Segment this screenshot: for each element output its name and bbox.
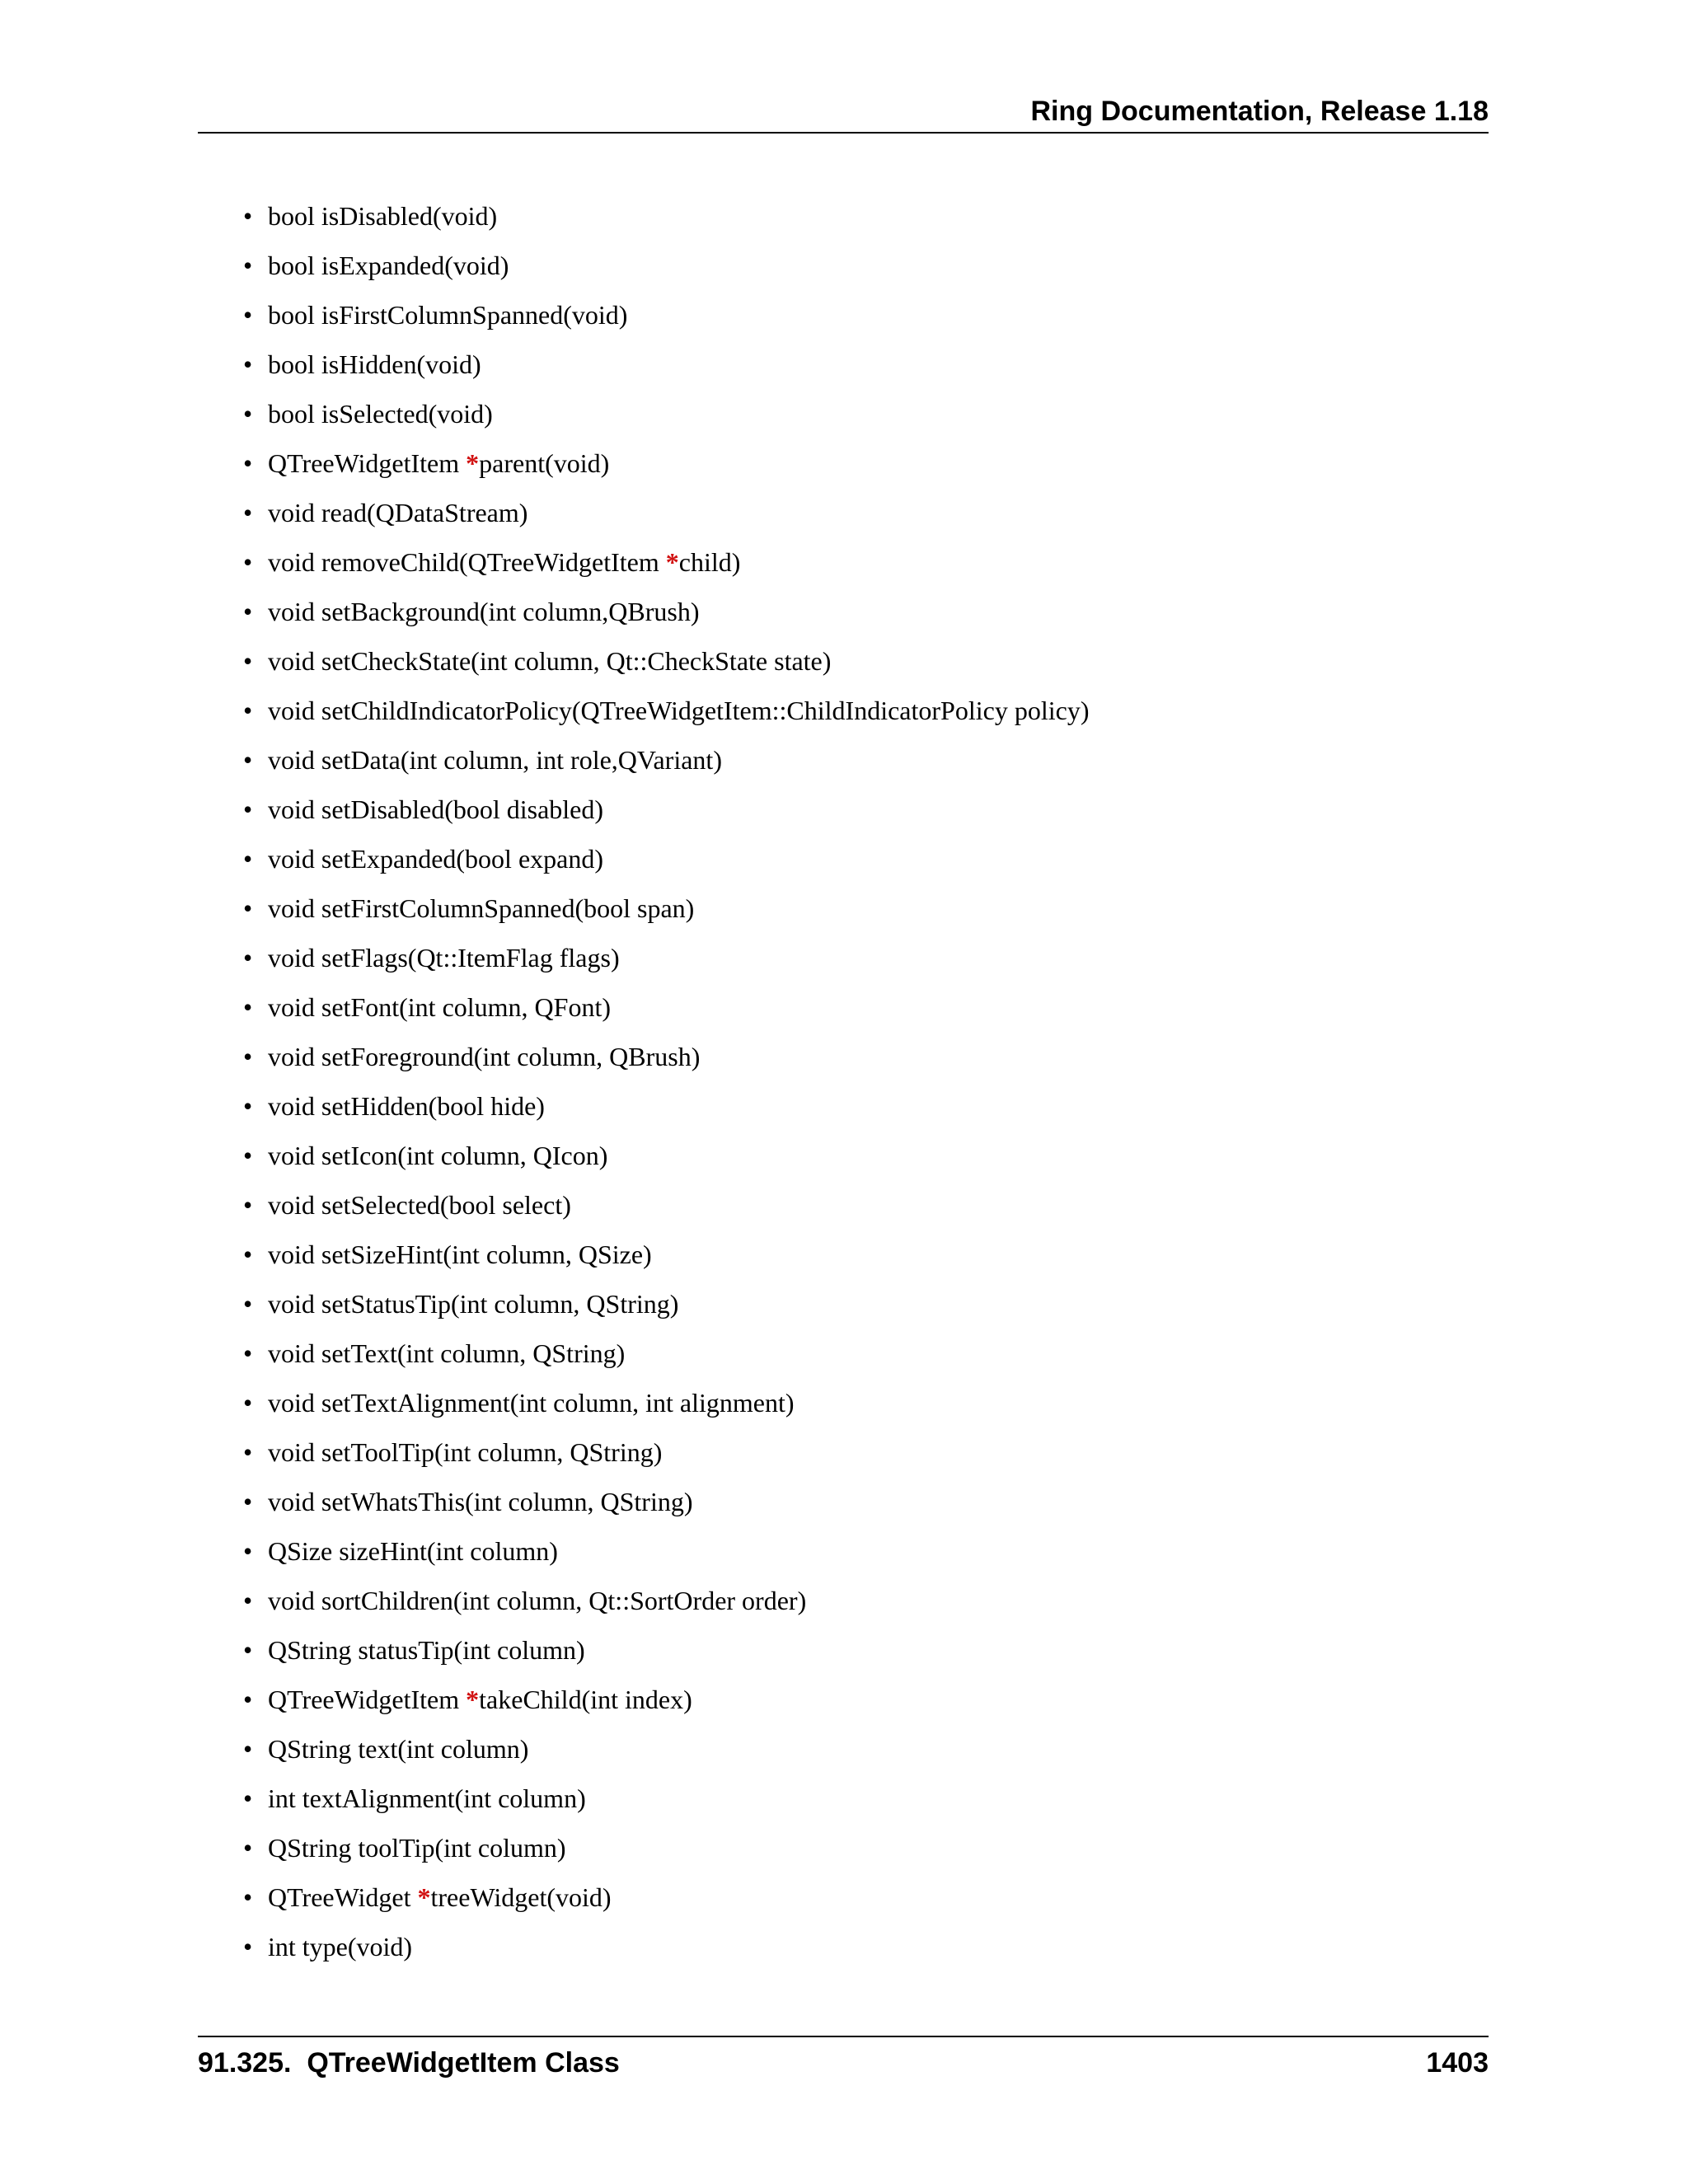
- method-signature: void setWhatsThis(int column, QString): [268, 1487, 693, 1516]
- method-signature: int textAlignment(int column): [268, 1783, 586, 1813]
- method-signature: void setCheckState(int column, Qt::CheckState state): [268, 646, 832, 676]
- bullet-icon: •: [243, 745, 253, 775]
- method-signature: QString statusTip(int column): [268, 1635, 585, 1665]
- method-signature: QTreeWidgetItem: [268, 1685, 467, 1714]
- bullet-icon: •: [243, 201, 253, 231]
- method-item: [243, 191, 1089, 241]
- method-item: [243, 834, 1089, 883]
- method-signature-rest: takeChild(int index): [479, 1685, 692, 1714]
- method-item: [243, 1180, 1089, 1230]
- method-item: [243, 1823, 1089, 1872]
- method-item: [243, 537, 1089, 587]
- section-title: 91.325. QTreeWidgetItem Class: [198, 2047, 620, 2079]
- method-signature: void setForeground(int column, QBrush): [268, 1042, 701, 1071]
- method-signature: void setFirstColumnSpanned(bool span): [268, 893, 695, 923]
- method-signature: int type(void): [268, 1932, 413, 1961]
- pointer-star: *: [466, 448, 480, 478]
- method-signature: QString text(int column): [268, 1734, 529, 1764]
- bullet-icon: •: [243, 251, 253, 280]
- method-signature: void setToolTip(int column, QString): [268, 1437, 663, 1467]
- method-item: [243, 389, 1089, 438]
- method-signature: void setSelected(bool select): [268, 1190, 571, 1220]
- method-signature: void setSizeHint(int column, QSize): [268, 1240, 652, 1269]
- method-signature: bool isDisabled(void): [268, 201, 498, 231]
- method-item: [243, 241, 1089, 290]
- bullet-icon: •: [243, 547, 253, 577]
- method-item: [243, 1774, 1089, 1823]
- method-signature: void setText(int column, QString): [268, 1338, 626, 1368]
- method-signature: bool isSelected(void): [268, 399, 493, 429]
- method-item: [243, 587, 1089, 636]
- method-item: [243, 933, 1089, 982]
- bullet-icon: •: [243, 1141, 253, 1170]
- method-item: [243, 290, 1089, 340]
- bullet-icon: •: [243, 696, 253, 725]
- bullet-icon: •: [243, 349, 253, 379]
- method-signature: void setChildIndicatorPolicy(QTreeWidgetItem::ChildIndicatorPolicy policy): [268, 696, 1090, 725]
- method-item: [243, 1477, 1089, 1526]
- method-signature: void setExpanded(bool expand): [268, 844, 603, 874]
- method-item: [243, 1378, 1089, 1427]
- method-item: [243, 340, 1089, 389]
- method-item: [243, 636, 1089, 686]
- bullet-icon: •: [243, 399, 253, 429]
- method-signature: QTreeWidgetItem: [268, 448, 467, 478]
- bullet-icon: •: [243, 992, 253, 1022]
- method-item: [243, 1427, 1089, 1477]
- method-item: [243, 686, 1089, 735]
- method-item: [243, 1032, 1089, 1081]
- bullet-icon: •: [243, 1783, 253, 1813]
- bullet-icon: •: [243, 1685, 253, 1714]
- bullet-icon: •: [243, 1437, 253, 1467]
- method-item: [243, 1576, 1089, 1625]
- bullet-icon: •: [243, 1932, 253, 1961]
- pointer-star: *: [665, 547, 679, 577]
- method-item: [243, 1081, 1089, 1131]
- method-item: [243, 488, 1089, 537]
- method-item: [243, 1872, 1089, 1922]
- method-signature: bool isHidden(void): [268, 349, 481, 379]
- page-number: 1403: [1426, 2047, 1489, 2079]
- bullet-icon: •: [243, 1091, 253, 1121]
- method-signature: void setTextAlignment(int column, int alignment): [268, 1388, 795, 1418]
- bullet-icon: •: [243, 943, 253, 972]
- page-header: [198, 91, 1489, 134]
- bullet-icon: •: [243, 1388, 253, 1418]
- bullet-icon: •: [243, 1190, 253, 1220]
- method-item: [243, 1279, 1089, 1329]
- method-signature: void setIcon(int column, QIcon): [268, 1141, 608, 1170]
- bullet-icon: •: [243, 1487, 253, 1516]
- bullet-icon: •: [243, 300, 253, 330]
- method-signature: void setHidden(bool hide): [268, 1091, 545, 1121]
- bullet-icon: •: [243, 794, 253, 824]
- bullet-icon: •: [243, 646, 253, 676]
- bullet-icon: •: [243, 498, 253, 527]
- bullet-icon: •: [243, 1882, 253, 1912]
- method-signature: QTreeWidget: [268, 1882, 418, 1912]
- method-list: [243, 191, 1089, 1971]
- method-item: [243, 785, 1089, 834]
- method-signature: void removeChild(QTreeWidgetItem: [268, 547, 666, 577]
- page-footer: [198, 2036, 1489, 2079]
- bullet-icon: •: [243, 1240, 253, 1269]
- method-signature: void setData(int column, int role,QVariant): [268, 745, 722, 775]
- method-item: [243, 1230, 1089, 1279]
- method-item: [243, 883, 1089, 933]
- method-item: [243, 1625, 1089, 1675]
- bullet-icon: •: [243, 1833, 253, 1863]
- document-title: Ring Documentation, Release 1.18: [1030, 96, 1489, 127]
- method-item: [243, 1675, 1089, 1724]
- method-item: [243, 1922, 1089, 1971]
- bullet-icon: •: [243, 1536, 253, 1566]
- method-signature: void setDisabled(bool disabled): [268, 794, 604, 824]
- method-signature: void setStatusTip(int column, QString): [268, 1289, 679, 1319]
- bullet-icon: •: [243, 1289, 253, 1319]
- method-signature: void setFont(int column, QFont): [268, 992, 611, 1022]
- method-signature: void setFlags(Qt::ItemFlag flags): [268, 943, 620, 972]
- bullet-icon: •: [243, 448, 253, 478]
- method-item: [243, 735, 1089, 785]
- pointer-star: *: [417, 1882, 431, 1912]
- method-signature: QString toolTip(int column): [268, 1833, 566, 1863]
- bullet-icon: •: [243, 1338, 253, 1368]
- pointer-star: *: [466, 1685, 480, 1714]
- method-item: [243, 1724, 1089, 1774]
- method-signature: QSize sizeHint(int column): [268, 1536, 558, 1566]
- method-signature-rest: parent(void): [479, 448, 610, 478]
- method-item: [243, 1329, 1089, 1378]
- bullet-icon: •: [243, 1734, 253, 1764]
- bullet-icon: •: [243, 893, 253, 923]
- bullet-icon: •: [243, 1586, 253, 1615]
- method-signature: void setBackground(int column,QBrush): [268, 597, 700, 626]
- method-item: [243, 1131, 1089, 1180]
- bullet-icon: •: [243, 1042, 253, 1071]
- method-signature: bool isFirstColumnSpanned(void): [268, 300, 628, 330]
- method-item: [243, 1526, 1089, 1576]
- method-signature-rest: child): [678, 547, 741, 577]
- bullet-icon: •: [243, 844, 253, 874]
- method-signature: bool isExpanded(void): [268, 251, 509, 280]
- method-signature: void read(QDataStream): [268, 498, 528, 527]
- method-signature-rest: treeWidget(void): [430, 1882, 612, 1912]
- method-item: [243, 982, 1089, 1032]
- method-item: [243, 438, 1089, 488]
- bullet-icon: •: [243, 597, 253, 626]
- method-signature: void sortChildren(int column, Qt::SortOrder order): [268, 1586, 807, 1615]
- bullet-icon: •: [243, 1635, 253, 1665]
